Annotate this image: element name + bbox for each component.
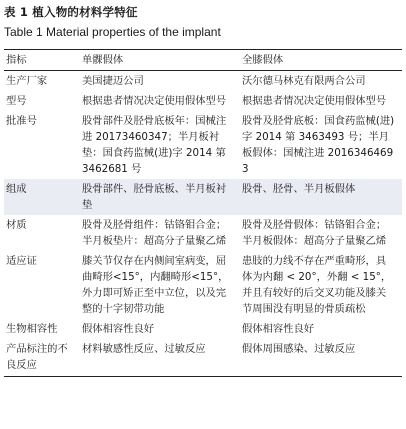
row-label: 适应证 xyxy=(6,255,37,267)
table-row-indications xyxy=(4,251,402,319)
cell-uka: 股骨部件、胫骨底板、半月板衬垫 xyxy=(80,179,240,215)
table-caption-english: Table 1 Material properties of the implant xyxy=(4,25,221,39)
table-row-composition xyxy=(4,179,402,215)
table-row-approval-number xyxy=(4,111,402,179)
table-header-row xyxy=(4,50,402,71)
cell-uka: 根据患者情况决定使用假体型号 xyxy=(82,95,227,107)
row-label: 生物相容性 xyxy=(6,323,58,335)
header-indicator: 指标 xyxy=(4,50,80,71)
header-total-knee: 全膝假体 xyxy=(240,50,402,71)
cell-tka: 股骨及胫骨假体：钴铬钼合金；半月板假体：超高分子量聚乙烯 xyxy=(242,219,387,247)
cell-tka: 股骨、胫骨、半月板假体 xyxy=(240,179,402,215)
cell-tka: 患肢的力线不存在严重畸形，具体为内翻 < 20°，外翻 < 15°，并且有较好的后交叉功能及膝关节周围没有明显的骨质疏松 xyxy=(242,255,392,315)
table-row-material xyxy=(4,215,402,251)
table-row-biocompatibility xyxy=(4,319,402,339)
row-label: 产品标注的不良反应 xyxy=(4,339,80,377)
cell-tka: 假体周围感染、过敏反应 xyxy=(240,339,402,377)
table-row-manufacturer xyxy=(4,71,402,92)
cell-uka: 股骨及胫骨组件：钴铬钼合金；半月板垫片：超高分子量聚乙烯 xyxy=(82,219,227,247)
row-label: 生产厂家 xyxy=(6,75,48,87)
material-properties-table xyxy=(4,49,402,377)
row-label: 批准号 xyxy=(6,115,37,127)
header-unicompartmental: 单髁假体 xyxy=(80,50,240,71)
cell-uka: 膝关节仅存在内侧间室病变，屈曲畸形<15°，内翻畸形<15°，外力即可矫正至中立位，以及完整的十字韧带功能 xyxy=(82,255,229,315)
row-label: 组成 xyxy=(4,179,80,215)
cell-tka: 假体相容性良好 xyxy=(242,323,315,335)
table-row-adverse-reactions xyxy=(4,339,402,377)
cell-uka: 假体相容性良好 xyxy=(82,323,155,335)
table-row-model xyxy=(4,91,402,111)
cell-tka: 根据患者情况决定使用假体型号 xyxy=(242,95,387,107)
row-label: 材质 xyxy=(6,219,27,231)
cell-tka: 股骨及胫骨底板：国食药监械(进)字 2014 第 3463493 号；半月板假体：国械注进 20163464693 xyxy=(242,115,395,175)
cell-tka: 沃尔德马林克有限两合公司 xyxy=(242,75,366,87)
cell-uka: 材料敏感性反应、过敏反应 xyxy=(80,339,240,377)
row-label: 型号 xyxy=(6,95,27,107)
cell-uka: 美国捷迈公司 xyxy=(82,75,144,87)
table-caption-chinese: 表 1 植入物的材料学特征 xyxy=(4,5,138,19)
cell-uka: 股骨部件及胫骨底板年：国械注进 20173460347；半月板衬垫：国食药监械(进)字 2014 第 3462681 号 xyxy=(82,115,227,175)
